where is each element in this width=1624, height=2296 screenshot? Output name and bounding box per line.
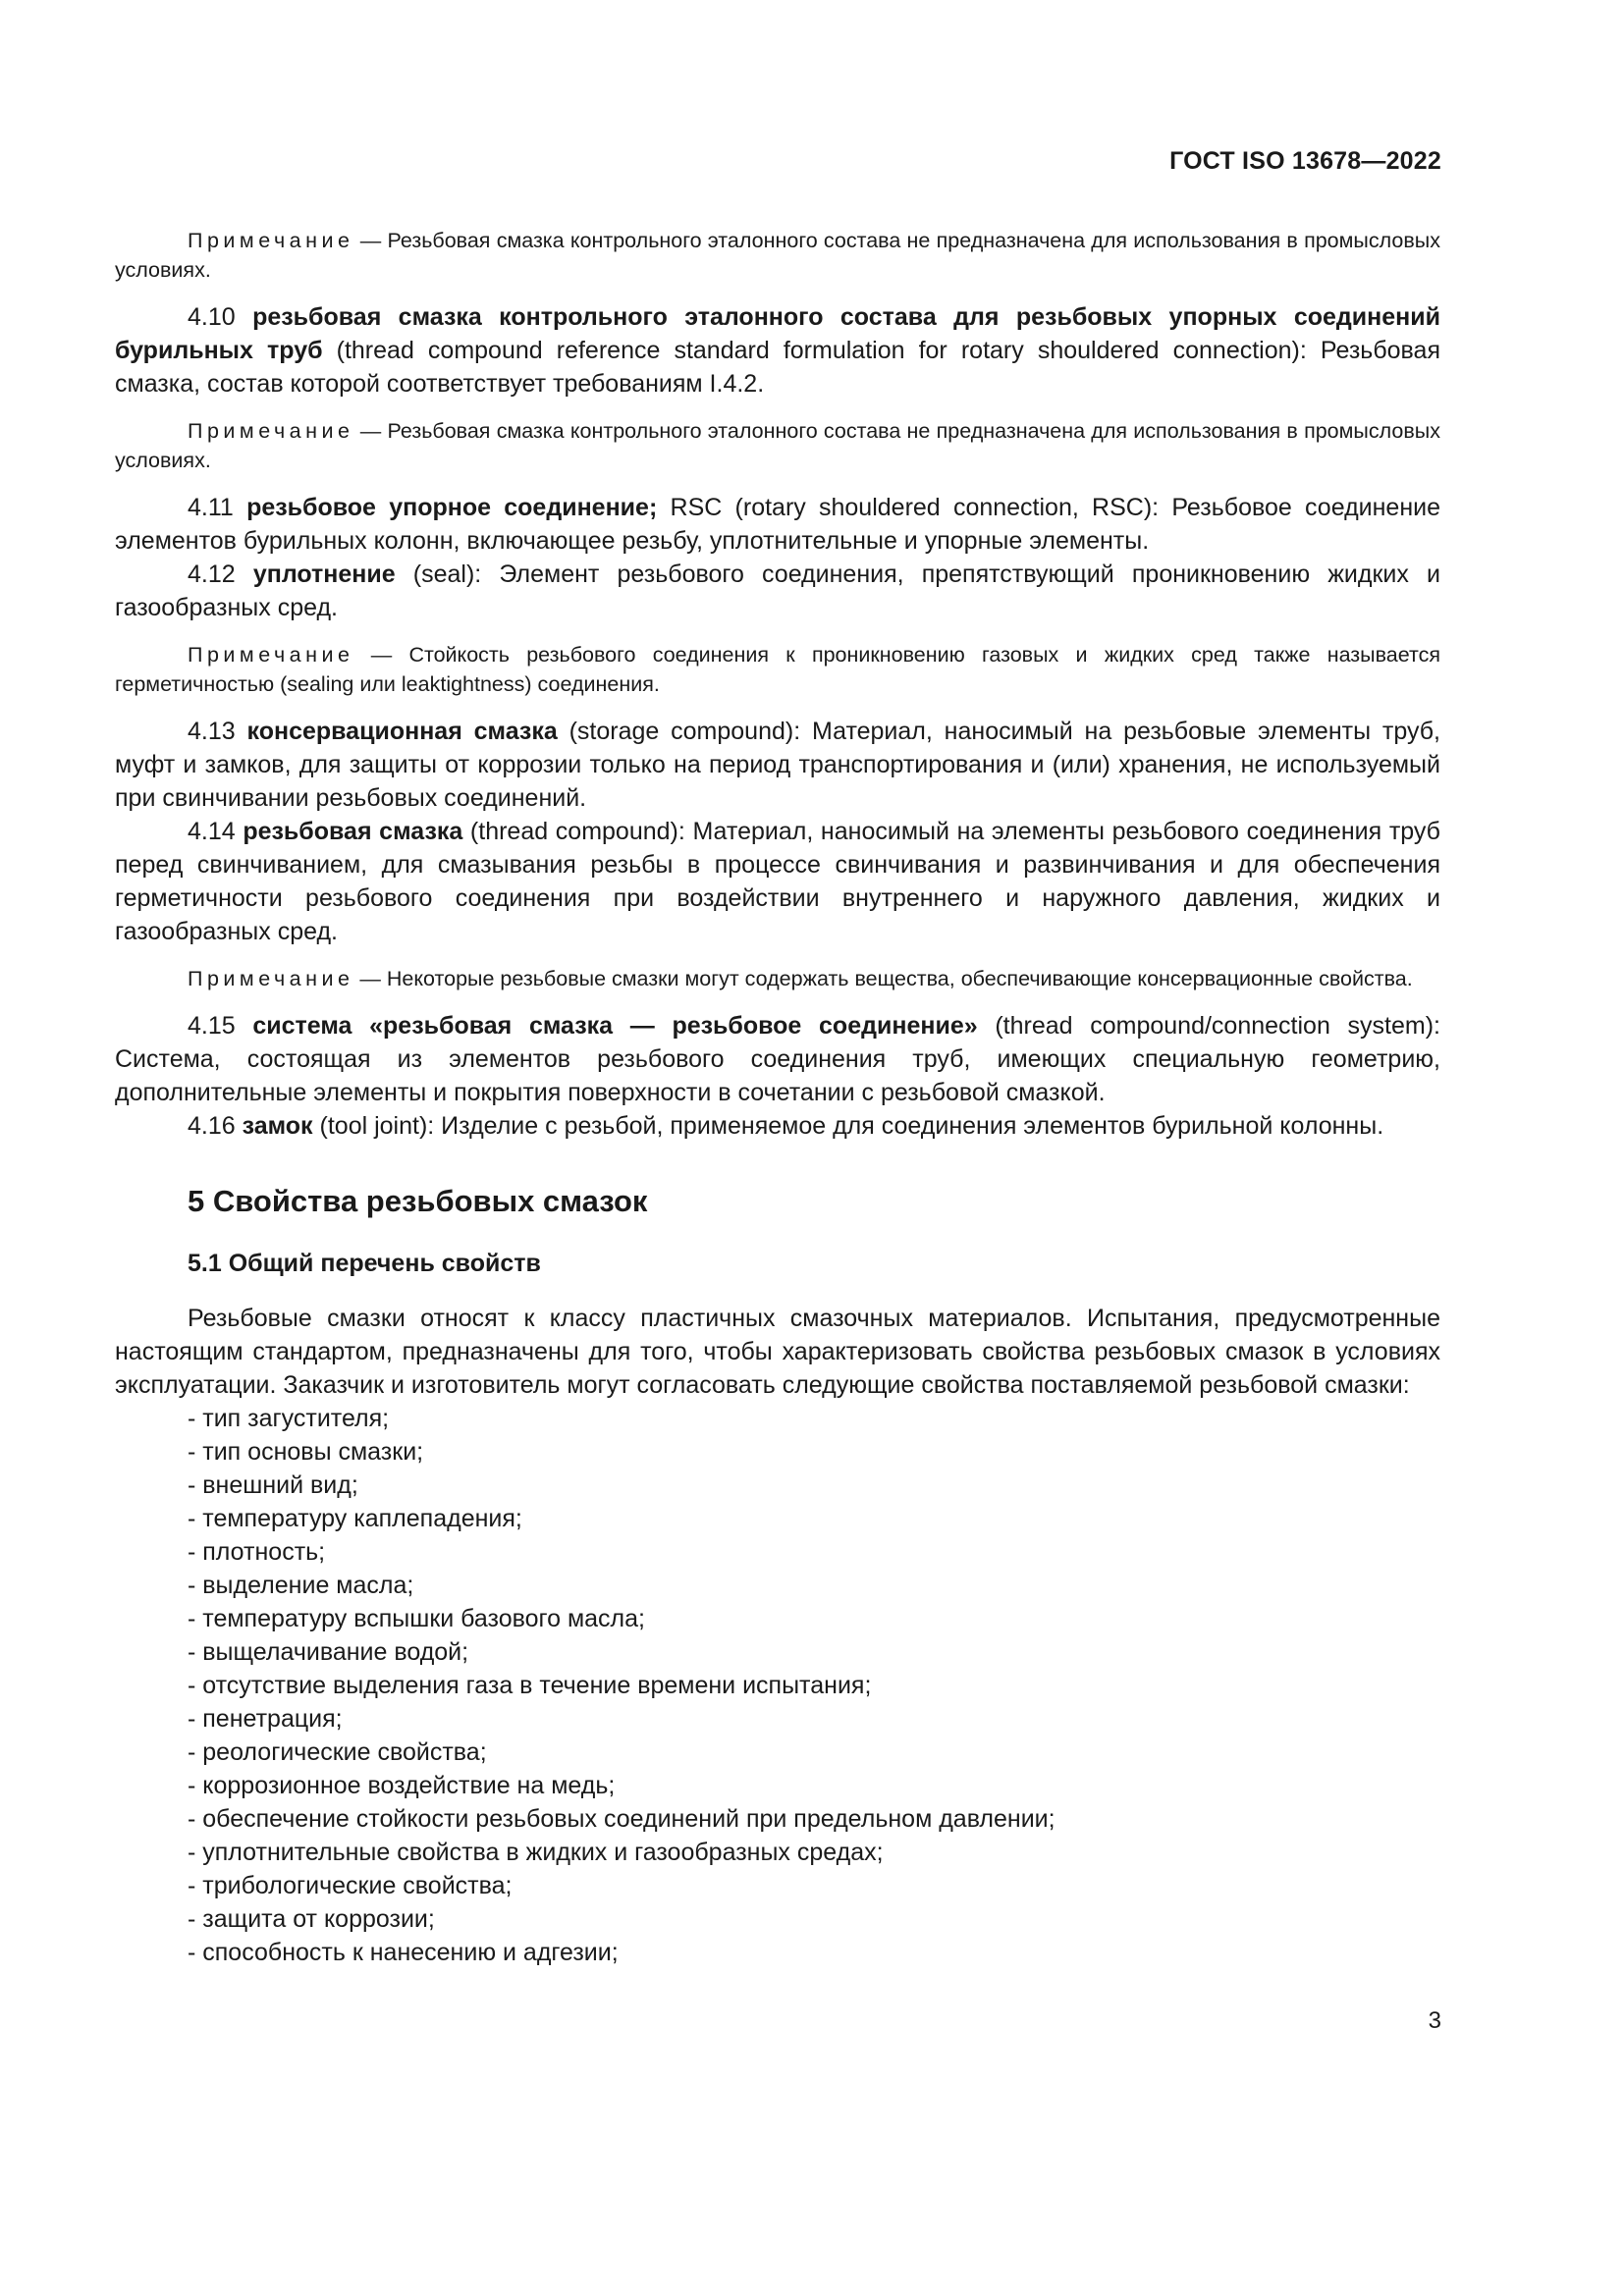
list-item: - отсутствие выделения газа в течение времени испытания; [188, 1672, 872, 1699]
list-item: - тип основы смазки; [188, 1438, 424, 1466]
term-name: резьбовое упорное соединение; [246, 494, 658, 521]
term-number: 4.13 [188, 718, 236, 745]
list-item: - тип загустителя; [188, 1405, 390, 1432]
term-definition [115, 715, 1440, 815]
note-label: Примечание [188, 419, 354, 443]
term-name: консервационная смазка [246, 718, 558, 745]
term-number: 4.11 [188, 494, 234, 521]
term-description: (thread compound): Материал, наносимый на элементы резьбового соединения труб перед свинчиванием, для смазывания резьбы в процессе свинчивания и развинчивания и для обеспечения герметичности резьбового соединения при воздействии внутреннего и наружного давления, жидких и газообразных сред. [115, 818, 1440, 945]
term-number: 4.16 [188, 1112, 236, 1140]
note-text: — Резьбовая смазка контрольного эталонного состава не предназначена для использования в промысловых условиях. [115, 419, 1440, 472]
term-description: (thread compound reference standard formulation for rotary shouldered connection): Резьбовая смазка, состав которой соответствует требованиям I.4.2. [115, 337, 1440, 398]
note-label: Примечание [188, 643, 354, 667]
note-label: Примечание [188, 229, 354, 252]
term-definitions [115, 226, 1440, 1143]
term-name: замок [242, 1112, 313, 1140]
term-number: 4.10 [188, 303, 236, 331]
note-paragraph [115, 964, 1440, 993]
page-number: 3 [1428, 2007, 1441, 2034]
term-description: (seal): Элемент резьбового соединения, препятствующий проникновению жидких и газообразных сред. [115, 561, 1440, 621]
list-item: - пенетрация; [188, 1705, 343, 1733]
list-item: - уплотнительные свойства в жидких и газообразных средах; [188, 1839, 884, 1866]
term-number: 4.12 [188, 561, 236, 588]
term-name: уплотнение [252, 561, 396, 588]
list-item: - температуру каплепадения; [188, 1505, 522, 1532]
note-paragraph [115, 226, 1440, 285]
term-description: RSC (rotary shouldered connection, RSC): Резьбовое соединение элементов бурильных колонн, включающее резьбу, уплотнительные и упорные элементы. [115, 494, 1441, 555]
list-item: - выделение масла; [188, 1572, 414, 1599]
list-item: - реологические свойства; [188, 1738, 487, 1766]
term-name: система «резьбовая смазка — резьбовое соединение» [252, 1012, 978, 1040]
list-item: - температуру вспышки базового масла; [188, 1605, 645, 1632]
term-name: резьбовая смазка [243, 818, 463, 845]
list-item: - плотность; [188, 1538, 326, 1566]
term-description: (thread compound/connection system): Система, состоящая из элементов резьбового соединения труб, имеющих специальную геометрию, дополнительные элементы и покрытия поверхности в сочетании с резьбовой смазкой. [115, 1012, 1440, 1106]
list-item: - внешний вид; [188, 1471, 358, 1499]
subsection-heading: 5.1 Общий перечень свойств [188, 1250, 541, 1277]
term-description: (storage compound): Материал, наносимый на резьбовые элементы труб, муфт и замков, для защиты от коррозии только на период транспортирования и (или) хранения, не используемый при свинчивании резьбовых соединений. [115, 718, 1440, 812]
term-definition [115, 558, 1440, 624]
list-item: - защита от коррозии; [188, 1905, 435, 1933]
term-number: 4.15 [188, 1012, 236, 1040]
intro-paragraph: Резьбовые смазки относят к классу пластичных смазочных материалов. Испытания, предусмотренные настоящим стандартом, предназначены для того, чтобы характеризовать свойства резьбовых смазок в условиях эксплуатации. Заказчик и изготовитель могут согласовать следующие свойства поставляемой резьбовой смазки: [115, 1305, 1440, 1399]
list-item: - способность к нанесению и адгезии; [188, 1939, 619, 1966]
note-paragraph [115, 416, 1440, 475]
note-paragraph [115, 640, 1440, 699]
term-definition [115, 1009, 1440, 1109]
term-definition [115, 1109, 1440, 1143]
list-item: - обеспечение стойкости резьбовых соединений при предельном давлении; [188, 1805, 1056, 1833]
term-definition [115, 300, 1440, 400]
note-label: Примечание [188, 967, 354, 990]
section-heading: 5 Свойства резьбовых смазок [188, 1184, 648, 1218]
list-item: - выщелачивание водой; [188, 1638, 469, 1666]
list-item: - коррозионное воздействие на медь; [188, 1772, 616, 1799]
standard-header: ГОСТ ISO 13678—2022 [1169, 147, 1441, 175]
term-description: (tool joint): Изделие с резьбой, применяемое для соединения элементов бурильной колонны. [312, 1112, 1384, 1140]
note-text: — Резьбовая смазка контрольного эталонного состава не предназначена для использования в промысловых условиях. [115, 229, 1440, 282]
properties-list [115, 1402, 1440, 1969]
list-item: - трибологические свойства; [188, 1872, 513, 1899]
term-name: резьбовая смазка контрольного эталонного состава для резьбовых упорных соединений бурильных труб [115, 303, 1440, 364]
note-text: — Некоторые резьбовые смазки могут содержать вещества, обеспечивающие консервационные свойства. [353, 967, 1413, 990]
term-number: 4.14 [188, 818, 236, 845]
term-definition [115, 491, 1440, 558]
page-content [115, 226, 1440, 1969]
term-definition [115, 815, 1440, 948]
note-text: — Стойкость резьбового соединения к проникновению газовых и жидких сред также называется герметичностью (sealing или leaktightness) соединения. [115, 643, 1440, 696]
